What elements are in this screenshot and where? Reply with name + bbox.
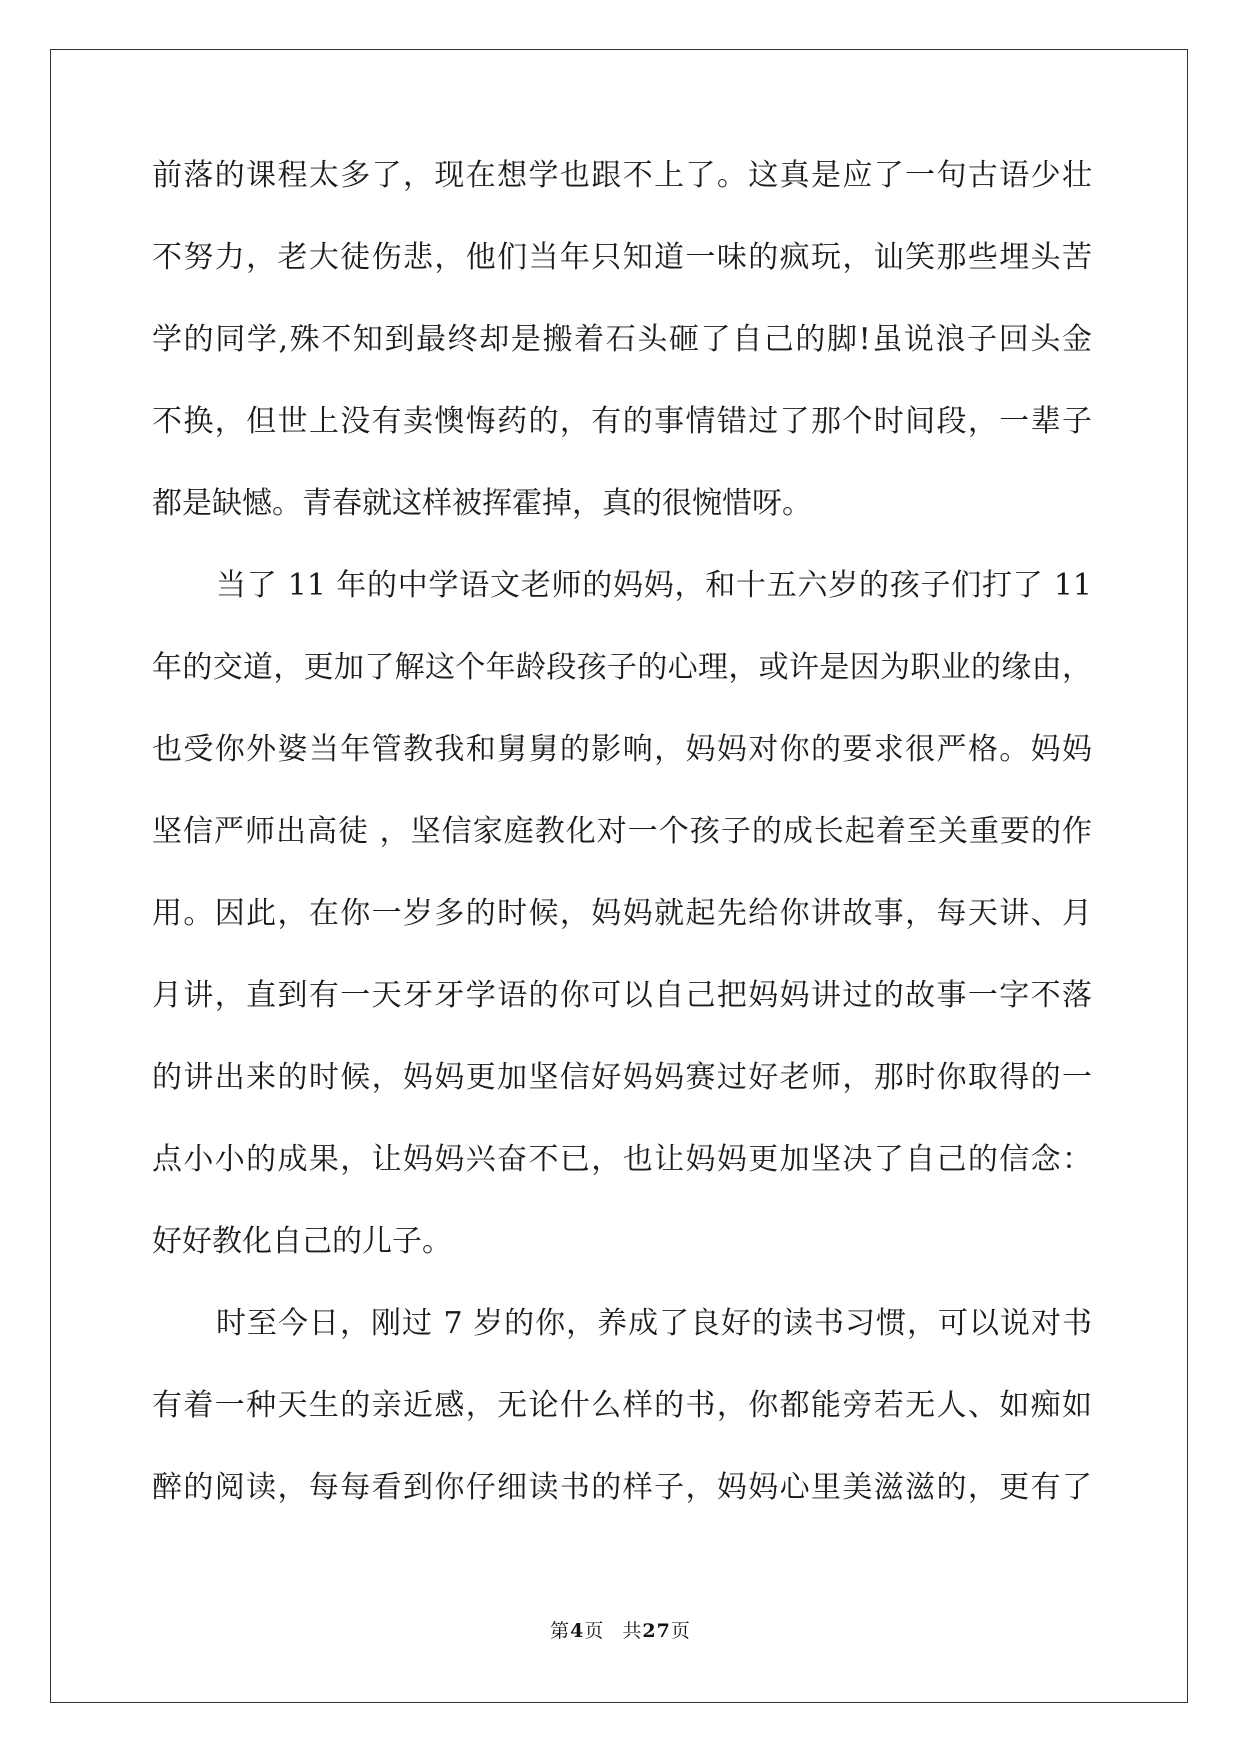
paragraph-first-line: 时至今日，刚过 7 岁的你，养成了良好的读书习惯，可以说对书 xyxy=(216,1306,1092,1341)
paragraph-first-line: 当了 11 年的中学语文老师的妈妈，和十五六岁的孩子们打了 11 xyxy=(216,568,1092,603)
text-line: 也受你外婆当年管教我和舅舅的影响，妈妈对你的要求很严格。妈妈 xyxy=(152,732,1092,767)
total-prefix: 共 xyxy=(622,1620,643,1642)
body-text xyxy=(152,158,1092,1552)
text-line: 月讲，直到有一天牙牙学语的你可以自己把妈妈讲过的故事一字不落 xyxy=(152,978,1092,1013)
page-number: 4 xyxy=(570,1620,585,1642)
text-line: 不换，但世上没有卖懊悔药的，有的事情错过了那个时间段，一辈子 xyxy=(152,404,1092,439)
text-line: 学的同学,殊不知到最终却是搬着石头砸了自己的脚!虽说浪子回头金 xyxy=(152,322,1092,357)
text-line: 好好教化自己的儿子。 xyxy=(152,1224,452,1259)
total-suffix: 页 xyxy=(670,1620,691,1642)
text-line: 的讲出来的时候，妈妈更加坚信好妈妈赛过好老师，那时你取得的一 xyxy=(152,1060,1092,1095)
text-line: 都是缺憾。青春就这样被挥霍掉，真的很惋惜呀。 xyxy=(152,486,812,521)
text-line: 用。因此，在你一岁多的时候，妈妈就起先给你讲故事，每天讲、月 xyxy=(152,896,1092,931)
text-line: 坚信严师出高徒 ，坚信家庭教化对一个孩子的成长起着至关重要的作 xyxy=(152,814,1092,849)
text-line: 点小小的成果，让妈妈兴奋不已，也让妈妈更加坚决了自己的信念： xyxy=(152,1142,1092,1177)
text-line: 醉的阅读，每每看到你仔细读书的样子，妈妈心里美滋滋的，更有了 xyxy=(152,1470,1092,1505)
page-prefix: 第 xyxy=(550,1620,571,1642)
total-pages: 27 xyxy=(642,1620,671,1642)
page-footer xyxy=(0,1616,1241,1643)
text-line: 不努力，老大徒伤悲，他们当年只知道一味的疯玩，讪笑那些埋头苦 xyxy=(152,240,1092,275)
page-suffix: 页 xyxy=(584,1620,605,1642)
text-line: 年的交道，更加了解这个年龄段孩子的心理，或许是因为职业的缘由， xyxy=(152,650,1092,685)
text-line: 有着一种天生的亲近感，无论什么样的书，你都能旁若无人、如痴如 xyxy=(152,1388,1092,1423)
text-line: 前落的课程太多了，现在想学也跟不上了。这真是应了一句古语少壮 xyxy=(152,158,1092,193)
